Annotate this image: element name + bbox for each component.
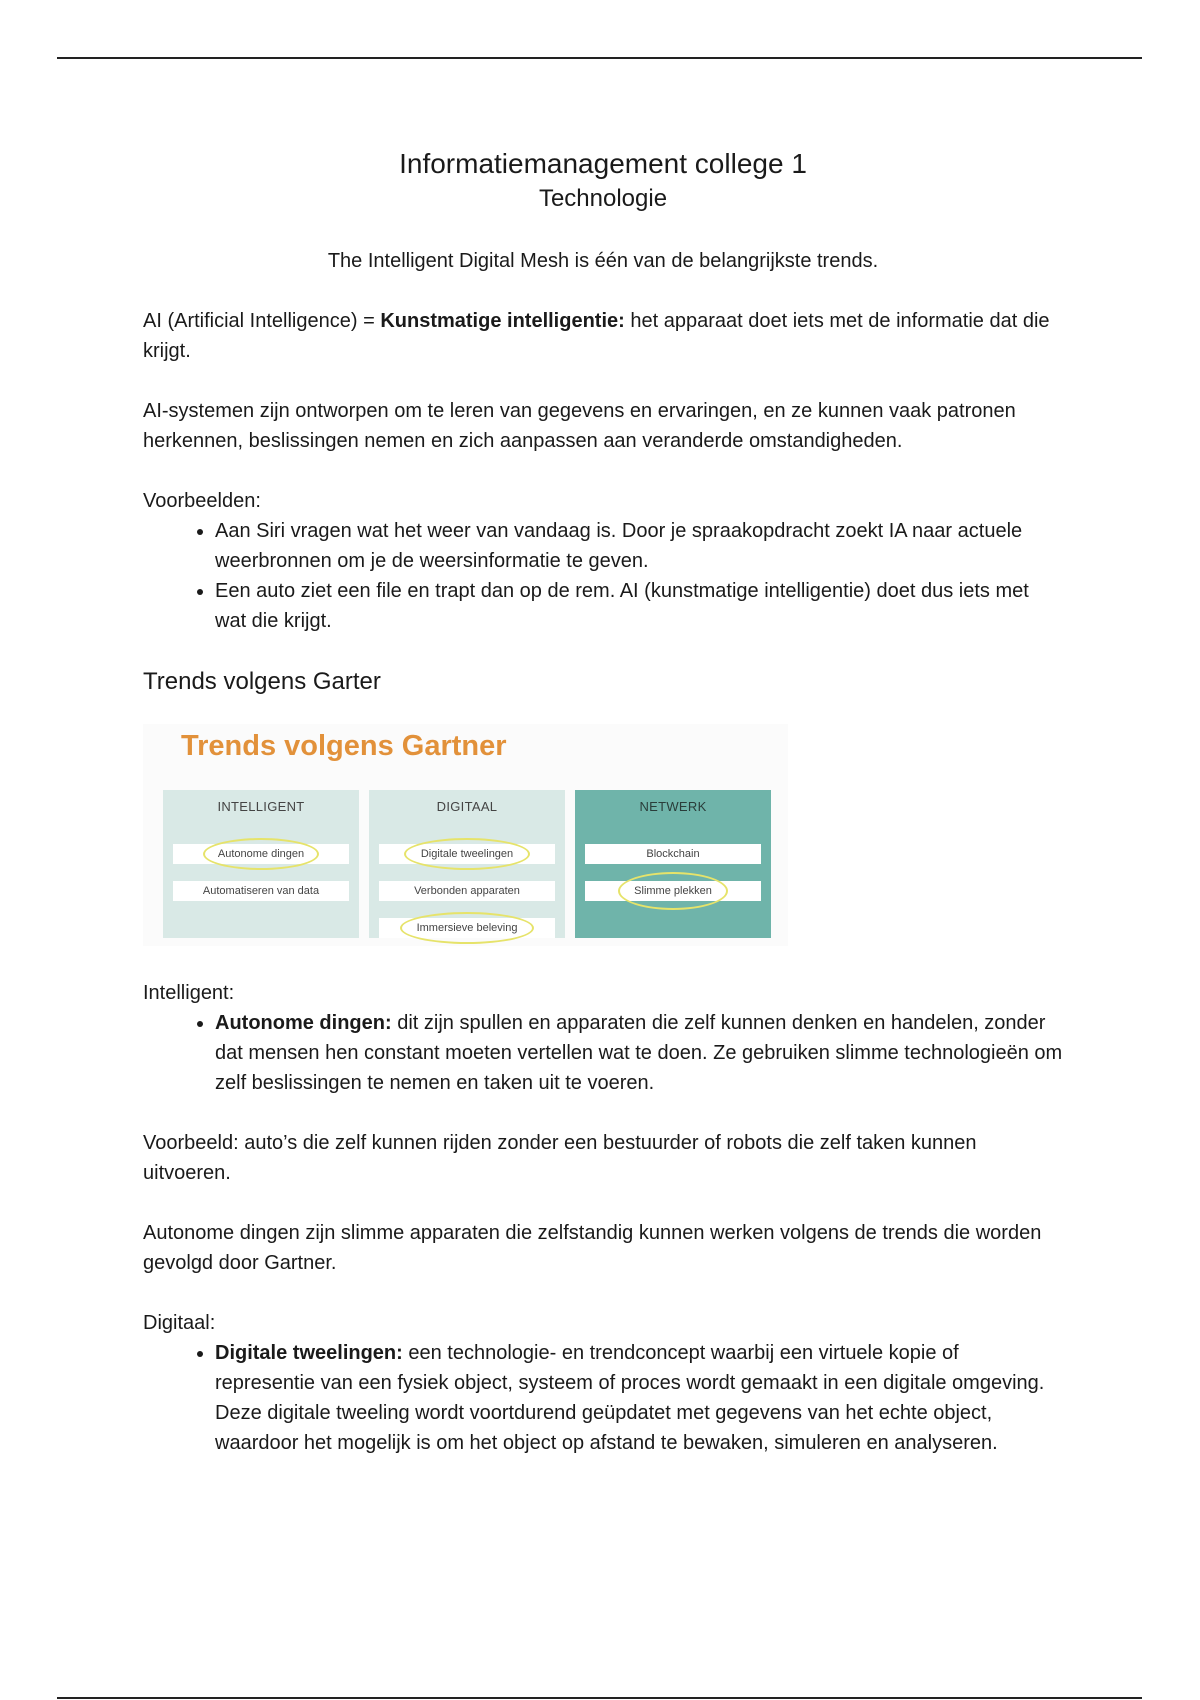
document-subtitle: Technologie — [538, 185, 668, 212]
list-item: • Aan Siri vragen wat het weer van vandaag is. Door je spraakopdracht zoekt IA naar actuele weerbronnen om je de weersinformatie te geven. — [215, 516, 1063, 576]
digitaal-heading: Digitaal: — [143, 1312, 216, 1334]
trend-label: Digitale tweelingen — [420, 848, 514, 860]
ai-definition-text: het apparaat doet iets met de informatie dat die krijgt. — [143, 310, 1050, 362]
intelligent-heading: Intelligent: — [143, 982, 235, 1004]
list-item — [215, 1008, 1063, 1098]
intro-sentence: The Intelligent Digital Mesh is één van de belangrijkste trends. — [327, 250, 879, 272]
trend-chip — [379, 918, 555, 938]
trend-label: Blockchain — [646, 848, 700, 860]
trend-chip — [379, 881, 555, 901]
trend-chip — [173, 844, 349, 864]
page-top-rule — [57, 57, 1142, 59]
trend-chip — [379, 844, 555, 864]
ai-definition — [143, 306, 1063, 366]
list-item: • Een auto ziet een file en trapt dan op de rem. AI (kunstmatige intelligentie) doet dus iets met wat die krijgt. — [215, 576, 1063, 636]
gartner-trends-figure — [143, 724, 788, 946]
term-description: dit zijn spullen en apparaten die zelf kunnen denken en handelen, zonder dat mensen hen constant moeten vertellen wat te doen. Ze gebruiken slimme technologieën om zelf beslissingen te nemen en taken uit te voeren. — [215, 1012, 1063, 1094]
figure-title: Trends volgens Gartner — [181, 730, 507, 762]
column-heading: NETWERK — [639, 799, 707, 814]
term-description: een technologie- en trendconcept waarbij een virtuele kopie of representie van een fysiek object, systeem of proces wordt gemaakt in een digitale omgeving. Deze digitale tweeling wordt voortdurend geüpdatet met gegevens van het echte object, waardoor het mogelijk is om het object op afstand te bewaken, simuleren en analyseren. — [215, 1342, 1045, 1454]
highlight-ring-icon — [203, 838, 319, 870]
trend-chip — [173, 881, 349, 901]
document-body — [143, 140, 1063, 1458]
trend-label: Verbonden apparaten — [414, 885, 520, 897]
column-netwerk — [575, 790, 771, 938]
highlight-ring-icon — [618, 872, 728, 910]
list-item — [215, 1338, 1063, 1458]
column-heading: DIGITAAL — [436, 799, 498, 814]
digitaal-list — [143, 1338, 1063, 1458]
column-digitaal — [369, 790, 565, 938]
intelligent-list — [143, 1008, 1063, 1098]
examples-list — [143, 516, 1063, 636]
page-bottom-rule — [57, 1697, 1142, 1699]
examples-heading: Voorbeelden: — [143, 490, 261, 512]
ai-definition-term: Kunstmatige intelligentie: — [380, 310, 625, 332]
column-intelligent — [163, 790, 359, 938]
trend-chip — [585, 881, 761, 901]
ai-definition-prefix: AI (Artificial Intelligence) = — [143, 310, 381, 332]
column-heading: INTELLIGENT — [217, 799, 305, 814]
trend-label: Automatiseren van data — [202, 885, 320, 897]
voorbeeld-paragraph: Voorbeeld: auto’s die zelf kunnen rijden zonder een bestuurder of robots die zelf taken kunnen uitvoeren. — [143, 1132, 977, 1184]
highlight-ring-icon — [404, 838, 530, 870]
term-digitale-tweelingen: Digitale tweelingen: — [215, 1342, 403, 1364]
trend-label: Slimme plekken — [634, 885, 712, 897]
document-title: Informatiemanagement college 1 — [399, 148, 807, 179]
term-autonome-dingen: Autonome dingen: — [215, 1012, 392, 1034]
trend-label: Autonome dingen — [217, 848, 305, 860]
ai-systems-paragraph: AI-systemen zijn ontworpen om te leren van gegevens en ervaringen, en ze kunnen vaak patronen herkennen, beslissingen nemen en zich aanpassen aan veranderde omstandigheden. — [143, 400, 1016, 452]
trend-chip — [585, 844, 761, 864]
trend-label: Immersieve beleving — [416, 922, 518, 934]
autonome-summary-paragraph: Autonome dingen zijn slimme apparaten die zelfstandig kunnen werken volgens de trends die worden gevolgd door Gartner. — [143, 1222, 1042, 1274]
highlight-ring-icon — [400, 912, 534, 944]
section-heading-trends: Trends volgens Garter — [143, 668, 381, 695]
